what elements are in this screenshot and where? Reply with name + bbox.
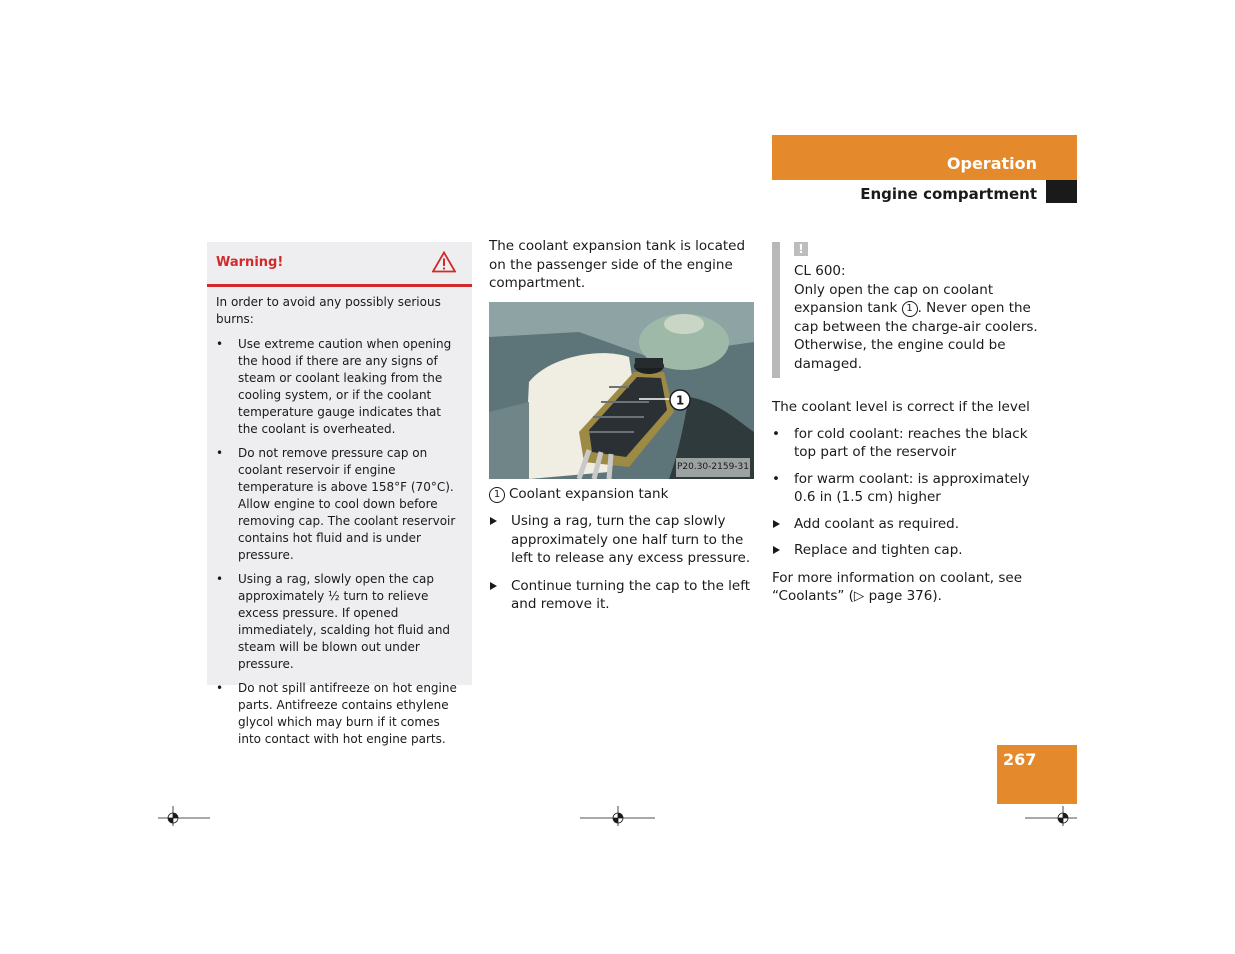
- exclamation-icon: !: [794, 242, 808, 256]
- coolant-tank-illustration: [489, 302, 754, 479]
- caption-text: Coolant expansion tank: [509, 485, 669, 502]
- step-text: Continue turning the cap to the left and remove it.: [511, 577, 751, 612]
- instruction-step: [772, 515, 1042, 534]
- instruction-step: [489, 577, 757, 614]
- registration-mark-icon: [158, 806, 210, 826]
- instruction-step: [489, 512, 757, 568]
- subsection-title: Engine compartment: [860, 185, 1037, 203]
- right-column: [772, 242, 1042, 606]
- step-text: Replace and tighten cap.: [794, 542, 963, 558]
- coolant-level-intro: The coolant level is correct if the level: [772, 399, 1030, 415]
- list-item: • for warm coolant: is approximately 0.6 in (1.5 cm) higher: [772, 470, 1042, 507]
- instruction-step: [772, 541, 1042, 560]
- list-item: • for cold coolant: reaches the black top part of the reservoir: [772, 425, 1042, 462]
- warning-item: • Do not spill antifreeze on hot engine parts. Antifreeze contains ethylene glycol which may burn if it comes into contact with hot engine parts.: [216, 680, 462, 748]
- warning-item: • Using a rag, slowly open the cap approximately ½ turn to relieve excess pressure. If opened immediately, scalding hot fluid and steam will be blown out under pressure.: [216, 571, 462, 673]
- tank-location-text: The coolant expansion tank is located on the passenger side of the engine compartment.: [489, 238, 746, 291]
- warning-box: [207, 242, 472, 746]
- notice-text: [794, 281, 1042, 374]
- warning-item: • Use extreme caution when opening the hood if there are any signs of steam or coolant leaking from the cooling system, or if the coolant temperature gauge indicates that the coolant is overheated.: [216, 336, 462, 438]
- arrow-right-icon: [773, 520, 780, 528]
- warning-list: [216, 336, 462, 748]
- photo-callout-number: 1: [675, 393, 685, 407]
- notice-box: [772, 242, 1042, 378]
- notice-text-part: Only open the cap on coolant expansion tank: [794, 281, 994, 316]
- step-text: Using a rag, turn the cap slowly approximately one half turn to the left to release any excess pressure.: [511, 513, 751, 566]
- section-header-bar: [772, 135, 1077, 180]
- warning-intro: In order to avoid any possibly serious burns:: [216, 295, 441, 326]
- engine-compartment-photo: [489, 302, 754, 479]
- figure-caption: [489, 485, 757, 504]
- section-tab-marker: [1046, 180, 1077, 203]
- arrow-right-icon: [773, 546, 780, 554]
- arrow-right-icon: [490, 582, 497, 590]
- more-info-text: For more information on coolant, see “Coolants” (▷ page 376).: [772, 569, 1023, 604]
- warning-triangle-icon: [432, 251, 456, 273]
- page-number: 267: [1003, 750, 1037, 769]
- arrow-right-icon: [490, 517, 497, 525]
- figure-code: P20.30-2159-31: [676, 458, 750, 477]
- warning-title: Warning!: [216, 255, 284, 270]
- section-title: Operation: [946, 154, 1037, 173]
- notice-text-part: . Never open the cap between the charge-air coolers. Otherwise, the engine could be damaged.: [794, 300, 1038, 372]
- warning-header: [207, 242, 472, 287]
- step-text: Add coolant as required.: [794, 515, 959, 532]
- page-number-box: [997, 745, 1077, 804]
- registration-mark-icon: [1025, 806, 1077, 826]
- coolant-level-list: [772, 425, 1042, 507]
- callout-number-icon: 1: [902, 301, 918, 317]
- notice-model: CL 600:: [794, 263, 846, 279]
- registration-mark-icon: [580, 806, 655, 826]
- callout-number-icon: 1: [489, 487, 505, 503]
- middle-column: [489, 237, 757, 614]
- warning-item: • Do not remove pressure cap on coolant reservoir if engine temperature is above 158°F (70°C). Allow engine to cool down before removing cap. The coolant reservoir contains hot fluid and is under pressure.: [216, 445, 462, 564]
